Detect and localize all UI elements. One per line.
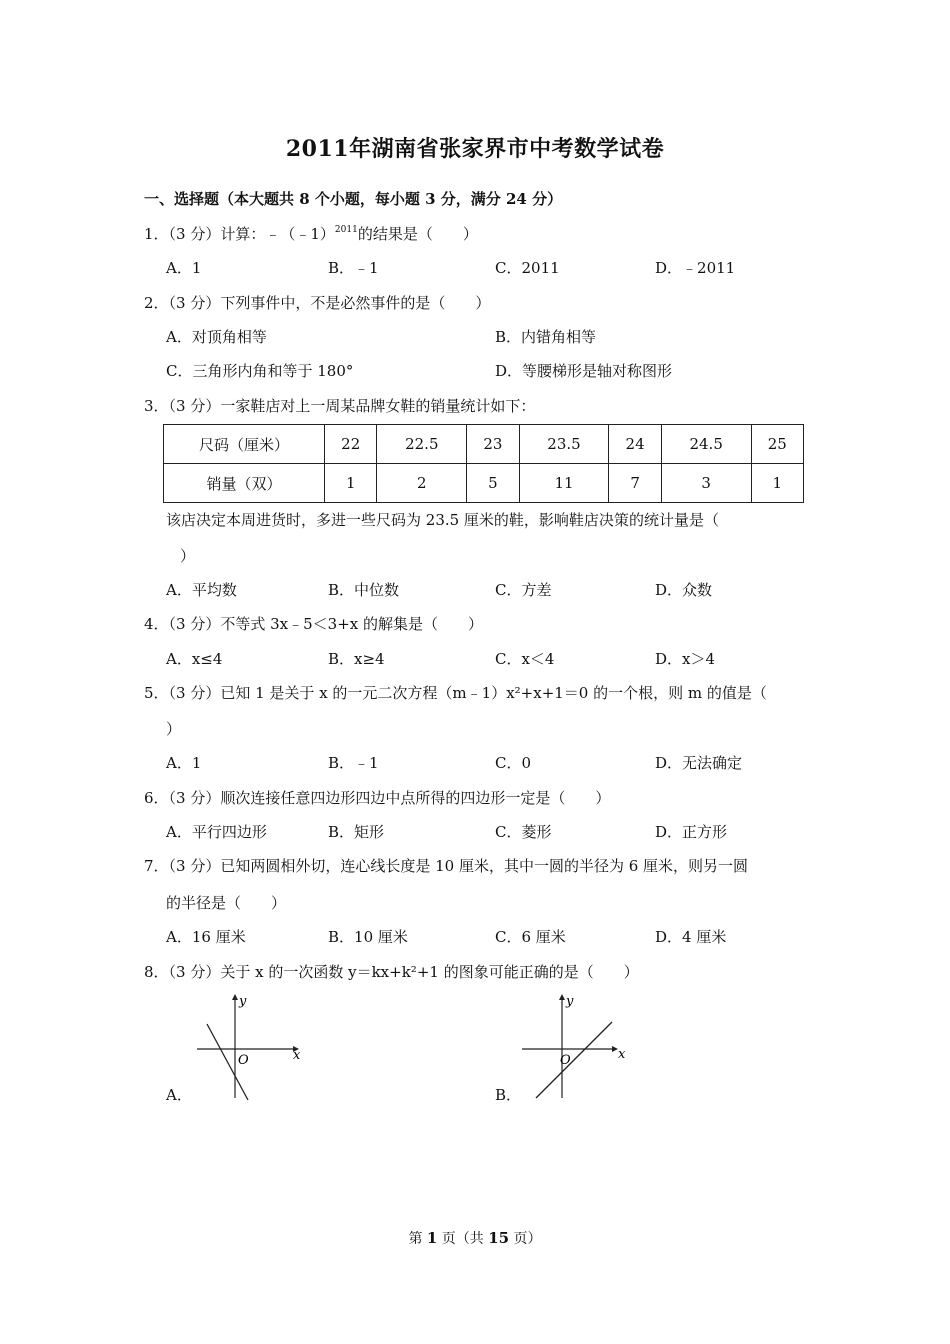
footer-prefix: 第	[408, 1231, 427, 1247]
table-row	[164, 425, 804, 464]
table-cell: 24.5	[661, 425, 751, 464]
graph-option-b[interactable]	[520, 992, 640, 1102]
q6-option-a[interactable]: A．平行四边形	[166, 823, 267, 841]
function-line	[536, 1022, 612, 1098]
table-row	[164, 464, 804, 503]
table-cell: 1	[325, 464, 377, 503]
question-1-text-b: 的结果是（ ）	[357, 225, 478, 243]
q3-option-d[interactable]: D．众数	[655, 581, 713, 599]
q7-option-b[interactable]: B．10 厘米	[328, 928, 408, 946]
table-header-size: 尺码（厘米）	[164, 425, 325, 464]
q7-option-c[interactable]: C．6 厘米	[495, 928, 566, 946]
question-3-follow-up-close: ）	[180, 547, 196, 565]
table-cell: 7	[609, 464, 661, 503]
q1-option-c[interactable]: C．2011	[495, 259, 560, 277]
q4-option-b[interactable]: B．x≥4	[328, 650, 385, 668]
q1-option-a[interactable]: A．1	[166, 259, 202, 277]
sales-table	[163, 424, 804, 503]
y-axis-label: y	[566, 994, 574, 1009]
question-4-stem: 4．（3 分）不等式 3x﹣5＜3+x 的解集是（ ）	[144, 615, 484, 633]
q3-option-c[interactable]: C．方差	[495, 581, 552, 599]
table-cell: 24	[609, 425, 661, 464]
y-axis-arrow-icon	[559, 994, 565, 1000]
q1-option-b[interactable]: B．﹣1	[328, 259, 379, 277]
q4-option-d[interactable]: D．x＞4	[655, 650, 716, 668]
question-2-stem: 2．（3 分）下列事件中，不是必然事件的是（ ）	[144, 294, 491, 312]
y-axis-label: y	[239, 994, 247, 1009]
table-cell: 2	[377, 464, 467, 503]
q2-option-b[interactable]: B．内错角相等	[495, 328, 597, 346]
q4-option-c[interactable]: C．x＜4	[495, 650, 555, 668]
q4-option-a[interactable]: A．x≤4	[166, 650, 223, 668]
y-axis-arrow-icon	[232, 994, 238, 1000]
table-cell: 23	[467, 425, 519, 464]
table-cell: 23.5	[519, 425, 609, 464]
table-cell: 11	[519, 464, 609, 503]
table-cell: 3	[661, 464, 751, 503]
table-cell: 1	[751, 464, 803, 503]
question-3-stem: 3．（3 分）一家鞋店对上一周某品牌女鞋的销量统计如下：	[144, 397, 536, 415]
question-5-stem: 5．（3 分）已知 1 是关于 x 的一元二次方程（m﹣1）x²+x+1＝0 的一个根，则 m 的值是（	[144, 684, 767, 702]
footer-page-number: 1	[426, 1229, 438, 1247]
q5-option-c[interactable]: C．0	[495, 754, 532, 772]
q3-option-a[interactable]: A．平均数	[166, 581, 237, 599]
question-1-text-a: 1．（3 分）计算：﹣（﹣1）	[144, 225, 335, 243]
table-header-sales: 销量（双）	[164, 464, 325, 503]
table-cell: 22	[325, 425, 377, 464]
q1-option-d[interactable]: D．﹣2011	[655, 259, 736, 277]
q8-option-a[interactable]: A．	[166, 1086, 192, 1104]
x-axis-label: x	[618, 1047, 626, 1062]
q2-option-c[interactable]: C．三角形内角和等于 180°	[166, 362, 354, 380]
q3-option-b[interactable]: B．中位数	[328, 581, 400, 599]
q6-option-d[interactable]: D．正方形	[655, 823, 728, 841]
question-1-stem	[144, 224, 478, 244]
origin-label: O	[560, 1053, 571, 1068]
question-3-follow-up: 该店决定本周进货时，多进一些尺码为 23.5 厘米的鞋，影响鞋店决策的统计量是（	[166, 511, 719, 529]
footer-total-pages: 15	[488, 1229, 510, 1247]
table-cell: 22.5	[377, 425, 467, 464]
q7-option-a[interactable]: A．16 厘米	[166, 928, 246, 946]
question-7-stem-cont: 的半径是（ ）	[166, 894, 287, 912]
q8-option-b[interactable]: B．	[495, 1086, 522, 1104]
origin-label: O	[238, 1053, 249, 1068]
table-cell: 5	[467, 464, 519, 503]
section-heading: 一、选择题（本大题共 8 个小题，每小题 3 分，满分 24 分）	[144, 190, 563, 208]
q6-option-c[interactable]: C．菱形	[495, 823, 552, 841]
question-8-stem: 8．（3 分）关于 x 的一次函数 y＝kx+k²+1 的图象可能正确的是（ ）	[144, 963, 639, 981]
q7-option-d[interactable]: D．4 厘米	[655, 928, 727, 946]
page-footer	[0, 1228, 950, 1248]
footer-suffix: 页）	[509, 1231, 542, 1247]
q5-option-d[interactable]: D．无法确定	[655, 754, 743, 772]
q2-option-d[interactable]: D．等腰梯形是轴对称图形	[495, 362, 673, 380]
q5-option-b[interactable]: B．﹣1	[328, 754, 379, 772]
footer-middle: 页（共	[437, 1231, 489, 1247]
q5-option-a[interactable]: A．1	[166, 754, 202, 772]
question-5-stem-close: ）	[166, 720, 182, 738]
question-1-exponent: 2011	[334, 225, 358, 235]
page-title: 2011年湖南省张家界市中考数学试卷	[285, 136, 665, 162]
question-6-stem: 6．（3 分）顺次连接任意四边形四边中点所得的四边形一定是（ ）	[144, 789, 611, 807]
graph-option-a[interactable]	[195, 992, 315, 1102]
q6-option-b[interactable]: B．矩形	[328, 823, 385, 841]
x-axis-label: x	[293, 1048, 301, 1063]
table-cell: 25	[751, 425, 803, 464]
question-7-stem: 7．（3 分）已知两圆相外切，连心线长度是 10 厘米，其中一圆的半径为 6 厘米，则另一圆	[144, 857, 749, 875]
q2-option-a[interactable]: A．对顶角相等	[166, 328, 267, 346]
